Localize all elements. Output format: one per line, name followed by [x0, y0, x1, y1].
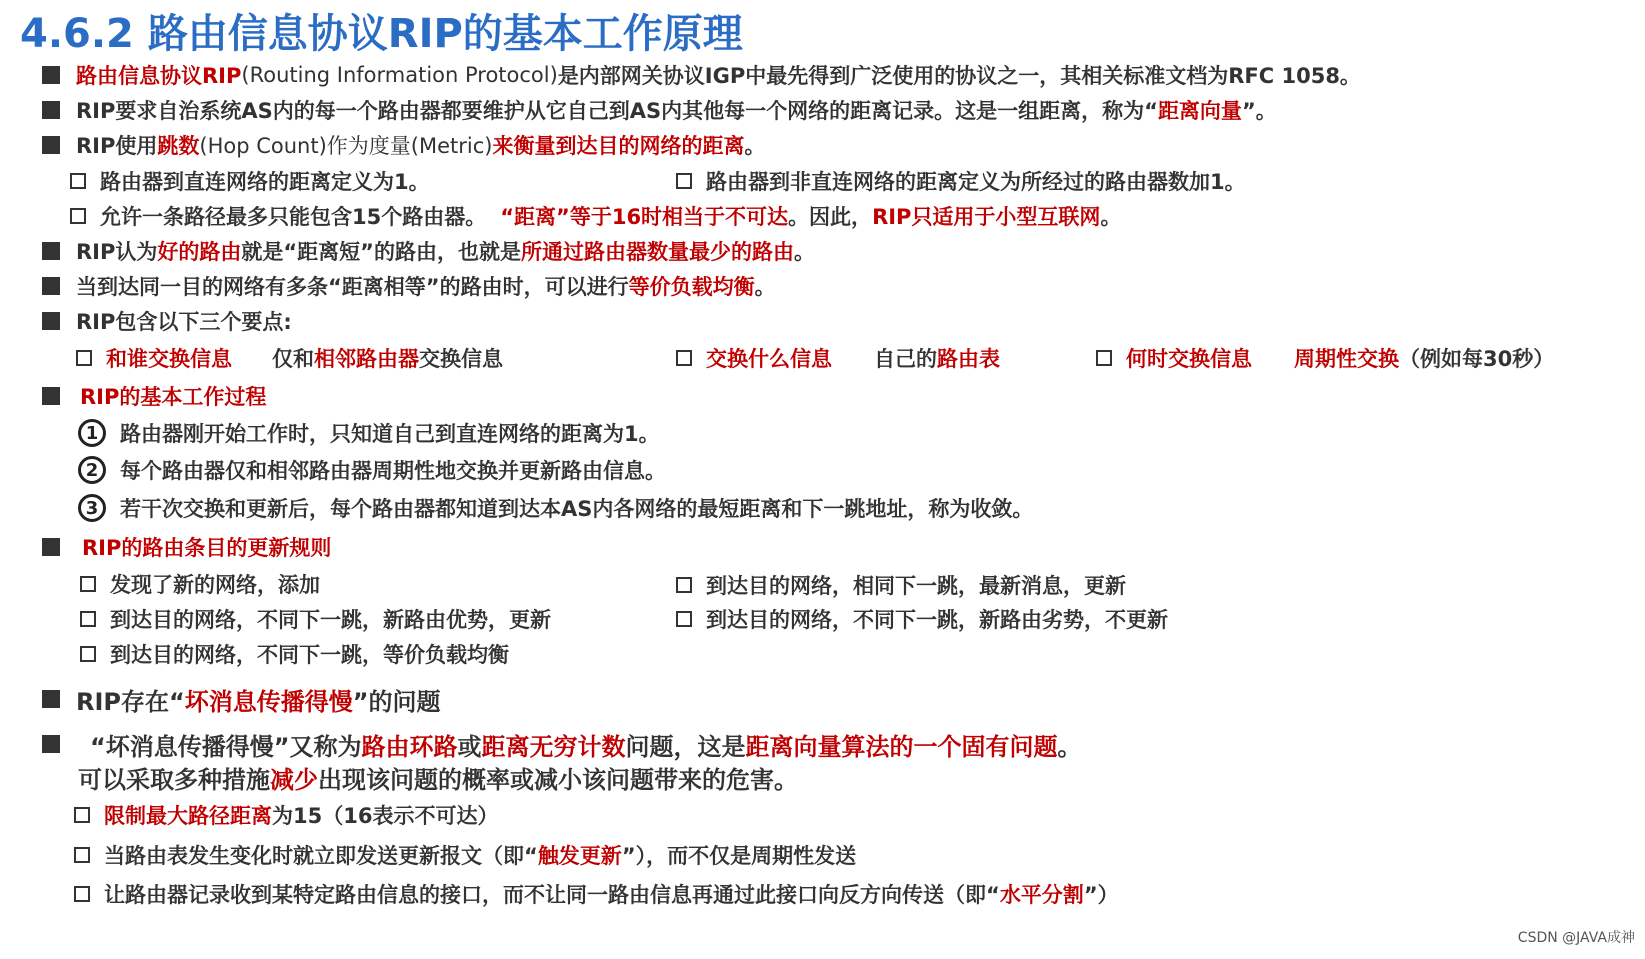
sub-max-15-routers: [70, 201, 1121, 231]
checkbox-icon: [676, 611, 692, 627]
count-to-infinity-term: 距离无穷计数: [481, 732, 626, 761]
rule-2-text: 到达目的网络，相同下一跳，最新消息，更新: [706, 574, 1126, 598]
bullet-routing-loop: [42, 729, 1082, 759]
hop-count-lead: RIP使用: [76, 134, 158, 158]
bullet-bad-news: [42, 684, 441, 714]
reduce-term: 减少: [270, 765, 318, 794]
checkbox-icon: [80, 611, 96, 627]
triggered-update-term: 触发更新: [537, 844, 622, 868]
rip-name: 路由信息协议RIP: [76, 64, 242, 88]
triggered-update-end: ”），而不仅是周期性发送: [621, 844, 857, 868]
routing-loop-or: 或: [457, 732, 482, 761]
rule-4-text: 到达目的网络，不同下一跳，新路由劣势，不更新: [706, 608, 1168, 632]
checkbox-icon: [74, 886, 90, 902]
point-with-whom: [76, 343, 503, 373]
point-when-heading: 何时交换信息: [1126, 347, 1252, 371]
square-bullet-icon: [42, 136, 60, 154]
csdn-watermark: CSDN @JAVA成神: [1517, 930, 1635, 946]
good-route-end: 。: [793, 240, 815, 264]
distance-vector-text: RIP要求自治系统AS内的每一个路由器都要维护从它自己到AS内其他每一个网络的距离记录。这是一组距离，称为“: [76, 99, 1158, 123]
rule-3-text: 到达目的网络，不同下一跳，新路由优势，更新: [110, 608, 551, 632]
three-points-text: RIP包含以下三个要点:: [76, 310, 292, 334]
bad-news-lead: RIP存在“: [76, 687, 185, 716]
good-route-lead: RIP认为: [76, 240, 158, 264]
load-balance-lead: 当到达同一目的网络有多条“距离相等”的路由时，可以进行: [76, 275, 629, 299]
max-routers-text: 允许一条路径最多只能包含15个路由器。: [100, 205, 487, 229]
rule-5-text: 到达目的网络，不同下一跳，等价负载均衡: [110, 643, 509, 667]
mitigation-triggered-update: [74, 840, 856, 870]
square-bullet-icon: [42, 242, 60, 260]
checkbox-icon: [1096, 350, 1112, 366]
bad-news-term: 坏消息传播得慢: [184, 687, 353, 716]
mitigation-split-horizon: [74, 879, 1119, 909]
distance-vector-term: 距离向量: [1157, 99, 1242, 123]
bullet-update-rules: [42, 532, 331, 562]
point-with-whom-end: 交换信息: [419, 347, 503, 371]
direct-distance-text: 路由器到直连网络的距离定义为1。: [100, 170, 430, 194]
triggered-update-lead: 当路由表发生变化时就立即发送更新报文（即“: [104, 844, 538, 868]
bad-news-end: ”的问题: [352, 687, 441, 716]
bullet-rip-definition: [42, 60, 1361, 90]
checkbox-icon: [74, 847, 90, 863]
fewest-routers-text: 所通过路由器数量最少的路由: [520, 240, 794, 264]
point-with-whom-heading: 和谁交换信息: [106, 347, 232, 371]
max-distance-text: 为15（16表示不可达）: [272, 804, 499, 828]
good-route-mid: 就是“距离短”的路由，也就是: [241, 240, 521, 264]
update-rules-heading: RIP的路由条目的更新规则: [82, 536, 332, 560]
split-horizon-term: 水平分割: [999, 883, 1084, 907]
checkbox-icon: [70, 173, 86, 189]
bullet-basic-process: [42, 381, 266, 411]
sub-direct-distance: [70, 166, 430, 196]
rip-english-name: (Routing Information Protocol): [241, 63, 558, 87]
routing-loop-mid: 问题，这是: [625, 732, 746, 761]
square-bullet-icon: [42, 66, 60, 84]
rule-better-route: [80, 604, 551, 634]
routing-loop-lead: “坏消息传播得慢”又称为: [90, 732, 362, 761]
checkbox-icon: [676, 577, 692, 593]
bullet-hop-count: [42, 130, 765, 160]
checkbox-icon: [676, 350, 692, 366]
rule-worse-route: [676, 604, 1168, 634]
checkbox-icon: [74, 807, 90, 823]
point-with-whom-lead: 仅和: [272, 347, 314, 371]
mitigation-intro: [78, 762, 798, 792]
rule-1-text: 发现了新的网络，添加: [110, 573, 320, 597]
step-1: [78, 418, 660, 448]
bullet-load-balance: [42, 271, 776, 301]
checkbox-icon: [70, 208, 86, 224]
step-3-text: 若干次交换和更新后，每个路由器都知道到达本AS内各网络的最短距离和下一跳地址，称为收敛。: [120, 497, 1034, 521]
distance-vector-end: ”。: [1241, 99, 1277, 123]
square-bullet-icon: [42, 277, 60, 295]
routing-table-term: 路由表: [937, 347, 1000, 371]
load-balance-term: 等价负载均衡: [628, 275, 755, 299]
every-30s-text: （例如每30秒）: [1399, 347, 1555, 371]
basic-process-heading: RIP的基本工作过程: [80, 385, 267, 409]
inherent-problem-term: 距离向量算法的一个固有问题: [745, 732, 1058, 761]
hop-count-purpose: 来衡量到达目的网络的距离: [492, 134, 745, 158]
good-route-term: 好的路由: [157, 240, 242, 264]
routing-loop-term: 路由环路: [361, 732, 458, 761]
therefore-text: 。因此，: [788, 205, 873, 229]
checkbox-icon: [80, 646, 96, 662]
hop-count-end: 。: [744, 134, 766, 158]
mitigation-max-distance: [74, 800, 498, 830]
rule-equal-cost: [80, 639, 509, 669]
sub-max-end: 。: [1100, 205, 1122, 229]
step-number-1-icon: 1: [78, 419, 106, 447]
indirect-distance-text: 路由器到非直连网络的距离定义为所经过的路由器数加1。: [706, 170, 1246, 194]
hop-count-metric: (Hop Count)作为度量(Metric): [199, 134, 493, 158]
rule-new-network: [80, 569, 320, 599]
checkbox-icon: [76, 350, 92, 366]
neighbor-routers-term: 相邻路由器: [314, 347, 419, 371]
step-number-3-icon: 3: [78, 494, 106, 522]
square-bullet-icon: [42, 735, 60, 753]
mitigation-end: 出现该问题的概率或减小该问题带来的危害。: [318, 765, 798, 794]
checkbox-icon: [676, 173, 692, 189]
periodic-exchange-term: 周期性交换: [1294, 347, 1399, 371]
bullet-good-route: [42, 236, 815, 266]
step-number-2-icon: 2: [78, 456, 106, 484]
sub-indirect-distance: [676, 166, 1246, 196]
square-bullet-icon: [42, 312, 60, 330]
split-horizon-end: ”）: [1083, 883, 1119, 907]
square-bullet-icon: [42, 101, 60, 119]
square-bullet-icon: [42, 387, 60, 405]
page-title: 4.6.2 路由信息协议RIP的基本工作原理: [20, 11, 743, 57]
max-distance-term: 限制最大路径距离: [104, 804, 272, 828]
point-when: [1096, 343, 1554, 373]
bullet-three-points: [42, 306, 292, 336]
mitigation-lead: 可以采取多种措施: [78, 765, 270, 794]
point-what-lead: 自己的: [874, 347, 937, 371]
step-3: [78, 493, 1033, 523]
unreachable-16-text: “距离”等于16时相当于不可达: [500, 205, 789, 229]
small-internet-text: RIP只适用于小型互联网: [872, 205, 1101, 229]
point-what-heading: 交换什么信息: [706, 347, 832, 371]
point-what-info: [676, 343, 1000, 373]
square-bullet-icon: [42, 690, 60, 708]
routing-loop-end: 。: [1057, 732, 1082, 761]
square-bullet-icon: [42, 538, 60, 556]
rule-same-next-hop: [676, 570, 1126, 600]
step-2: [78, 455, 666, 485]
bullet-distance-vector: [42, 95, 1277, 125]
checkbox-icon: [80, 576, 96, 592]
step-1-text: 路由器刚开始工作时，只知道自己到直连网络的距离为1。: [120, 422, 660, 446]
step-2-text: 每个路由器仅和相邻路由器周期性地交换并更新路由信息。: [120, 459, 666, 483]
load-balance-end: 。: [754, 275, 776, 299]
rip-definition-text: 是内部网关协议IGP中最先得到广泛使用的协议之一，其相关标准文档为RFC 1058。: [557, 64, 1361, 88]
hop-count-term: 跳数: [157, 134, 200, 158]
split-horizon-lead: 让路由器记录收到某特定路由信息的接口，而不让同一路由信息再通过此接口向反方向传送（即“: [104, 883, 1000, 907]
